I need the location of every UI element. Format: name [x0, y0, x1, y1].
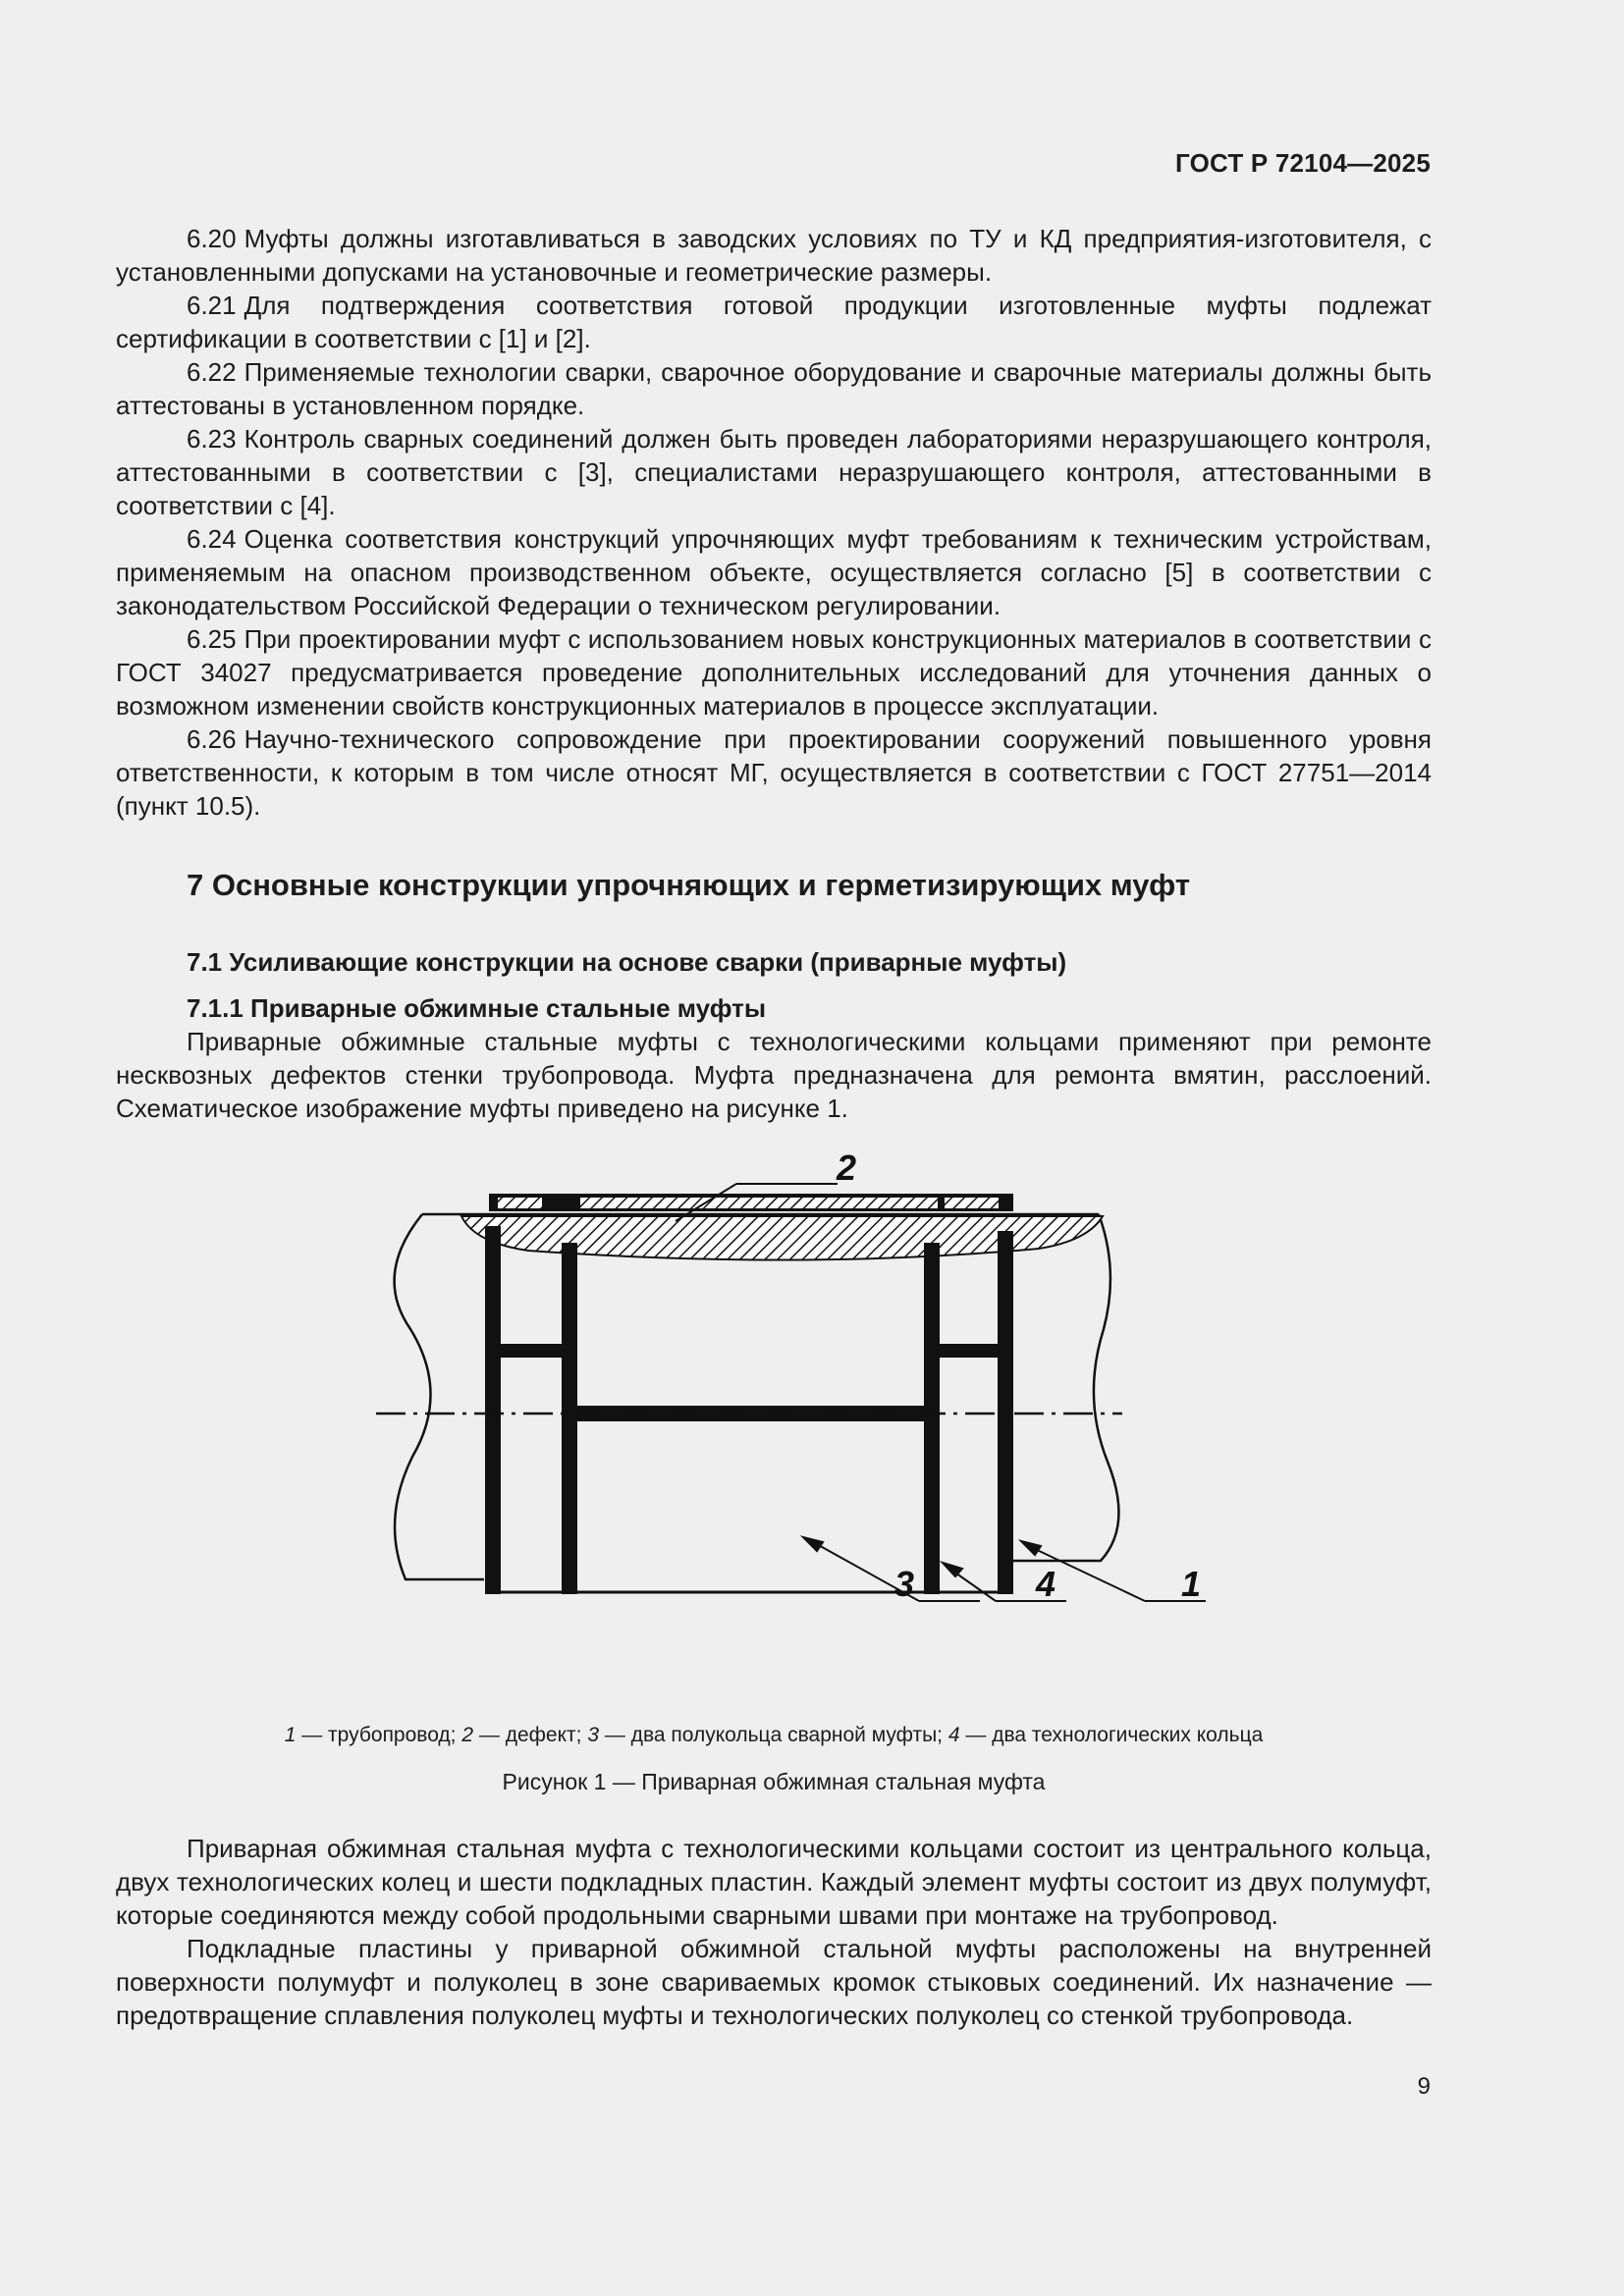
- sleeve-top-plate: [489, 1194, 1013, 1211]
- paragraph-bottom-1: Приварная обжимная стальная муфта с технологическими кольцами состоит из центрального кольца, двух технологических колец и шести подкладных пластин. Каждый элемент муфты состоит из двух полумуфт, которые соединяются между собой продольными сварными швами при монтаже на трубопровод.: [116, 1834, 1432, 1930]
- paragraph-bottom-2: Подкладные пластины у приварной обжимной стальной муфты расположены на внутренней поверхности полумуфт и полуколец в зоне свариваемых кромок стыковых соединений. Их назначение — предотвращение сплавления полуколец муфты и технологических полуколец со стенкой трубопровода.: [116, 1934, 1432, 2030]
- section-7-heading: 7 Основные конструкции упрочняющих и герметизирующих муфт: [187, 868, 1191, 902]
- central-ring: [562, 1243, 940, 1594]
- document-code: ГОСТ Р 72104—2025: [1175, 148, 1431, 178]
- paragraph-6-20: 6.20 Муфты должны изготавливаться в заводских условиях по ТУ и КД предприятия-изготовителя, с установленными допусками на установочные и геометрические размеры.: [116, 224, 1432, 287]
- label-2: 2: [837, 1148, 857, 1188]
- paragraph-6-21: 6.21 Для подтверждения соответствия готовой продукции изготовленные муфты подлежат сертификации в соответствии с [1] и [2].: [116, 291, 1432, 353]
- figure-legend: 1 — трубопровод; 2 — дефект; 3 — два полукольца сварной муфты; 4 — два технологических кольца: [284, 1724, 1264, 1746]
- page-number: 9: [1417, 2073, 1431, 2100]
- section-7-1-1-heading: 7.1.1 Приварные обжимные стальные муфты: [187, 993, 767, 1023]
- page-content: [116, 222, 1432, 2032]
- section-7-1-1-paragraph: Приварные обжимные стальные муфты с технологическими кольцами применяют при ремонте несквозных дефектов стенки трубопровода. Муфта предназначена для ремонта вмятин, расслоений. Схематическое изображение муфты приведено на рисунке 1.: [116, 1027, 1432, 1123]
- label-1: 1: [1181, 1564, 1202, 1604]
- figure-caption: Рисунок 1 — Приварная обжимная стальная муфта: [502, 1769, 1046, 1794]
- paragraph-6-22: 6.22 Применяемые технологии сварки, сварочное оборудование и сварочные материалы должны быть аттестованы в установленном порядке.: [116, 357, 1432, 420]
- paragraph-6-23: 6.23 Контроль сварных соединений должен быть проведен лабораториями неразрушающего контроля, аттестованными в соответствии с [3], специалистами неразрушающего контроля, аттестованными в соответствии с [4].: [116, 424, 1432, 520]
- label-4: 4: [1036, 1564, 1056, 1604]
- figure-1: [116, 1133, 1432, 1722]
- sleeve-drawing: [116, 1133, 1432, 1722]
- paragraph-6-25: 6.25 При проектировании муфт с использованием новых конструкционных материалов в соответствии с ГОСТ 34027 предусматривается проведение дополнительных исследований для уточнения данных о возможном изменении свойств конструкционных материалов в процессе эксплуатации.: [116, 624, 1432, 721]
- section-7-1-heading: 7.1 Усиливающие конструкции на основе сварки (приварные муфты): [187, 947, 1067, 977]
- paragraph-6-26: 6.26 Научно-технического сопровождение при проектировании сооружений повышенного уровня ответственности, к которым в том числе относят МГ, осуществляется в соответствии с ГОСТ 27751—2014 (пункт 10.5).: [116, 724, 1432, 821]
- label-3: 3: [894, 1564, 915, 1604]
- paragraph-6-24: 6.24 Оценка соответствия конструкций упрочняющих муфт требованиям к техническим устройствам, применяемым на опасном производственном объекте, осуществляется согласно [5] в соответствии с законодательством Российской Федерации о техническом регулировании.: [116, 524, 1432, 620]
